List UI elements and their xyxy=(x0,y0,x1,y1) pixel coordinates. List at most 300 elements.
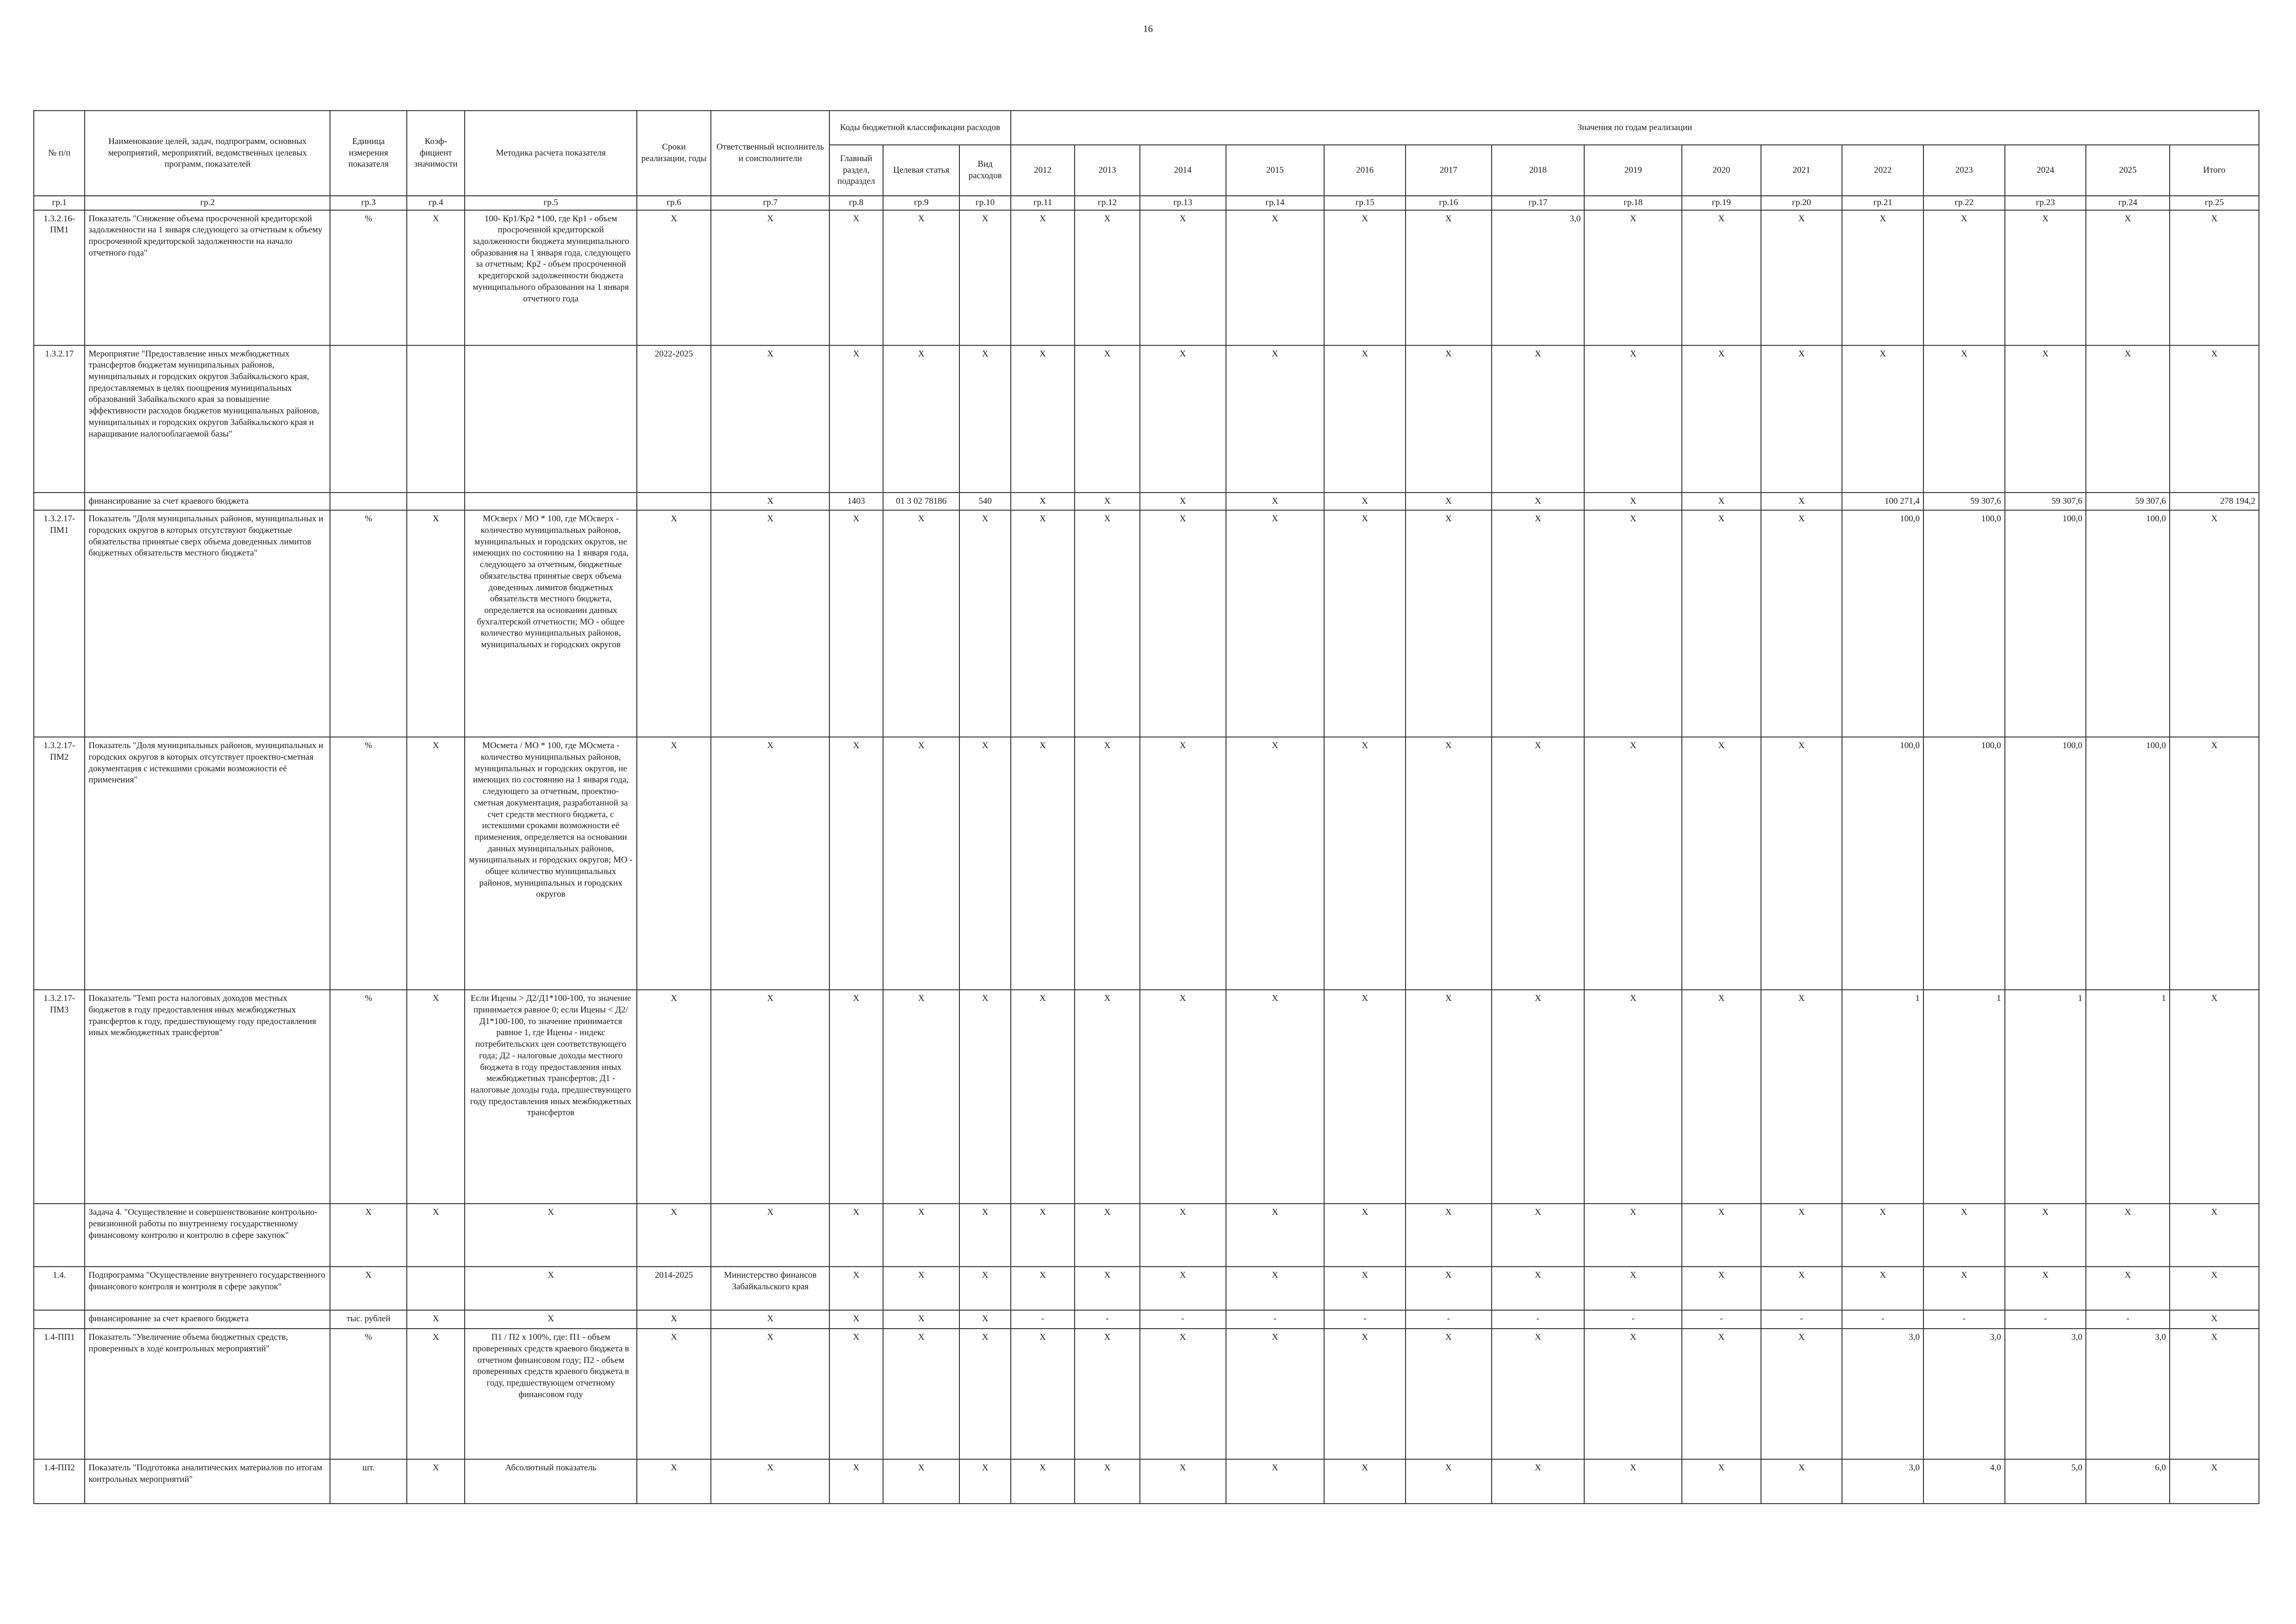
row-year-value: X xyxy=(1075,210,1140,345)
row-name: Показатель "Доля муниципальных районов, муниципальных и городских округов в которых отсутствует проектно-сметная документация с истекшими сроками возможности её применения" xyxy=(85,737,330,990)
row-year-value: X xyxy=(2086,1267,2170,1310)
row-name: Показатель "Темп роста налоговых доходов местных бюджетов в году предоставления иных межбюджетных трансфертов к году, предшествующему году предоставления иных межбюджетных трансфертов" xyxy=(85,990,330,1204)
column-number: гр.24 xyxy=(2086,196,2170,210)
row-year-value: - xyxy=(2005,1310,2086,1329)
row-term: X xyxy=(637,1329,711,1459)
row-year-value: - xyxy=(1682,1310,1761,1329)
column-number: гр.3 xyxy=(330,196,407,210)
row-year-value: - xyxy=(1584,1310,1682,1329)
row-year-value: X xyxy=(1406,1204,1492,1267)
row-year-value: X xyxy=(1761,1204,1842,1267)
row-year-value: X xyxy=(1682,1267,1761,1310)
row-responsible: X xyxy=(711,1310,829,1329)
header-method: Методика расчета показателя xyxy=(465,111,636,196)
row-method: X xyxy=(465,1310,636,1329)
row-year-value: X xyxy=(1682,990,1761,1204)
header-total: Итого xyxy=(2170,145,2259,196)
row-responsible: X xyxy=(711,1204,829,1267)
row-year-value: X xyxy=(1075,1204,1140,1267)
row-year-value: - xyxy=(1011,1310,1075,1329)
row-year-value: X xyxy=(1761,510,1842,737)
column-number: гр.22 xyxy=(1923,196,2005,210)
row-coef: X xyxy=(407,210,465,345)
row-year-value: 100,0 xyxy=(1842,510,1923,737)
row-year-value: 3,0 xyxy=(2086,1329,2170,1459)
row-section: X xyxy=(829,1459,883,1504)
row-year-value: 59 307,6 xyxy=(1923,493,2005,511)
row-year-value: X xyxy=(1075,990,1140,1204)
row-target-article: X xyxy=(883,1329,960,1459)
row-year-value: X xyxy=(1584,990,1682,1204)
column-number: гр.14 xyxy=(1226,196,1325,210)
row-number xyxy=(34,493,85,511)
row-total: X xyxy=(2170,1329,2259,1459)
row-year-value: X xyxy=(1011,210,1075,345)
table-header xyxy=(34,111,2259,210)
row-year-value: X xyxy=(1761,1267,1842,1310)
row-section: 1403 xyxy=(829,493,883,511)
row-year-value: 4,0 xyxy=(1923,1459,2005,1504)
row-year-value: X xyxy=(1492,493,1585,511)
row-year-value: X xyxy=(1584,510,1682,737)
row-target-article: X xyxy=(883,345,960,493)
row-unit: шт. xyxy=(330,1459,407,1504)
row-year-value: - xyxy=(1140,1310,1226,1329)
row-term: X xyxy=(637,990,711,1204)
header-year: 2019 xyxy=(1584,145,1682,196)
row-year-value: X xyxy=(1226,737,1325,990)
column-number: гр.7 xyxy=(711,196,829,210)
row-year-value: - xyxy=(1842,1310,1923,1329)
row-year-value: X xyxy=(1761,737,1842,990)
row-term: 2014-2025 xyxy=(637,1267,711,1310)
table-row xyxy=(34,1204,2259,1267)
row-responsible: X xyxy=(711,737,829,990)
column-number: гр.20 xyxy=(1761,196,1842,210)
row-year-value: X xyxy=(1923,210,2005,345)
row-term xyxy=(637,493,711,511)
row-target-article: X xyxy=(883,1459,960,1504)
row-year-value: X xyxy=(1140,990,1226,1204)
row-year-value: X xyxy=(1324,990,1406,1204)
row-year-value: X xyxy=(1584,1329,1682,1459)
row-year-value: X xyxy=(1140,1204,1226,1267)
row-year-value: X xyxy=(1011,737,1075,990)
row-year-value: X xyxy=(1011,1329,1075,1459)
row-year-value: X xyxy=(1226,493,1325,511)
row-year-value: - xyxy=(1492,1310,1585,1329)
row-year-value: - xyxy=(1923,1310,2005,1329)
row-expense-type: X xyxy=(959,510,1010,737)
row-method: 100- Кр1/Кр2 *100, где Кр1 - объем просроченной кредиторской задолженности бюджета муниципального образования на 1 января года, следующего за отчетным; Кр2 - объем просроченной кредиторской задолженности бюджета муниципального образования на 1 января отчетного года xyxy=(465,210,636,345)
row-year-value: 3,0 xyxy=(1492,210,1585,345)
row-unit: тыс. рублей xyxy=(330,1310,407,1329)
row-unit: % xyxy=(330,990,407,1204)
row-year-value: X xyxy=(1761,990,1842,1204)
row-year-value: X xyxy=(1584,1459,1682,1504)
row-year-value: X xyxy=(1226,1204,1325,1267)
row-section: X xyxy=(829,510,883,737)
row-year-value: - xyxy=(1406,1310,1492,1329)
row-target-article: 01 3 02 78186 xyxy=(883,493,960,511)
row-coef xyxy=(407,345,465,493)
row-method: П1 / П2 х 100%, где: П1 - объем проверенных средств краевого бюджета в отчетном финансовом году; П2 - объем проверенных средств краевого бюджета в году, предшествующем отчетному финансовом году xyxy=(465,1329,636,1459)
row-year-value: X xyxy=(1140,210,1226,345)
header-term: Сроки реализации, годы xyxy=(637,111,711,196)
row-year-value: X xyxy=(1075,510,1140,737)
row-year-value: X xyxy=(1324,510,1406,737)
row-year-value: - xyxy=(1324,1310,1406,1329)
row-year-value: X xyxy=(1761,1329,1842,1459)
row-method: МОсверх / МО * 100, где МОсверх - количество муниципальных районов, муниципальных и городских округов, не имеющих по состоянию на 1 января года, следующего за отчетным, бюджетные обязательства принятые сверх объема доведенных лимитов бюджетных обязательств местного бюджета, определяется на основании данных бухгалтерской отчетности; МО - общее количество муниципальных районов, муниципальных и городских округов xyxy=(465,510,636,737)
row-year-value: X xyxy=(1324,493,1406,511)
row-year-value: - xyxy=(1226,1310,1325,1329)
row-year-value: X xyxy=(2086,345,2170,493)
row-year-value: X xyxy=(1140,1267,1226,1310)
row-year-value: X xyxy=(1682,737,1761,990)
row-section: X xyxy=(829,1267,883,1310)
header-year: 2025 xyxy=(2086,145,2170,196)
row-expense-type: X xyxy=(959,1310,1010,1329)
header-year: 2023 xyxy=(1923,145,2005,196)
indicators-table xyxy=(33,110,2259,1504)
row-name: финансирование за счет краевого бюджета xyxy=(85,1310,330,1329)
row-coef: X xyxy=(407,1310,465,1329)
row-name: Показатель "Снижение объема просроченной кредиторской задолженности на 1 января следующего за отчетным к объему просроченной кредиторской задолженности на начало отчетного года" xyxy=(85,210,330,345)
row-year-value: X xyxy=(1492,1267,1585,1310)
row-total: X xyxy=(2170,1267,2259,1310)
row-year-value: X xyxy=(1682,1204,1761,1267)
row-year-value: X xyxy=(1584,737,1682,990)
row-target-article: X xyxy=(883,737,960,990)
row-year-value: X xyxy=(1842,345,1923,493)
row-total: X xyxy=(2170,1310,2259,1329)
column-number: гр.12 xyxy=(1075,196,1140,210)
row-name: Показатель "Подготовка аналитических материалов по итогам контрольных мероприятий" xyxy=(85,1459,330,1504)
header-year: 2012 xyxy=(1011,145,1075,196)
row-year-value: X xyxy=(2005,1204,2086,1267)
row-year-value: X xyxy=(1682,1459,1761,1504)
row-total: X xyxy=(2170,345,2259,493)
row-year-value: X xyxy=(1226,1267,1325,1310)
row-number: 1.3.2.17-ПМ1 xyxy=(34,510,85,737)
row-section: X xyxy=(829,1310,883,1329)
row-year-value: X xyxy=(1492,1459,1585,1504)
row-year-value: 100,0 xyxy=(1923,510,2005,737)
row-year-value: X xyxy=(1584,1204,1682,1267)
row-year-value: X xyxy=(1075,1459,1140,1504)
row-year-value: 3,0 xyxy=(2005,1329,2086,1459)
row-unit xyxy=(330,345,407,493)
table-row xyxy=(34,345,2259,493)
row-year-value: X xyxy=(2005,345,2086,493)
row-expense-type: X xyxy=(959,210,1010,345)
table-row xyxy=(34,510,2259,737)
column-number: гр.5 xyxy=(465,196,636,210)
row-year-value: X xyxy=(1682,1329,1761,1459)
row-year-value: - xyxy=(2086,1310,2170,1329)
row-section: X xyxy=(829,345,883,493)
row-term: X xyxy=(637,210,711,345)
row-year-value: X xyxy=(1406,1329,1492,1459)
row-year-value: X xyxy=(1761,210,1842,345)
table-row xyxy=(34,1310,2259,1329)
row-year-value: X xyxy=(1406,1459,1492,1504)
row-year-value: - xyxy=(1075,1310,1140,1329)
row-year-value: X xyxy=(1140,510,1226,737)
column-number: гр.15 xyxy=(1324,196,1406,210)
row-year-value: X xyxy=(1011,990,1075,1204)
row-year-value: X xyxy=(2086,1204,2170,1267)
row-year-value: X xyxy=(1682,345,1761,493)
row-term: X xyxy=(637,510,711,737)
row-year-value: X xyxy=(1761,345,1842,493)
row-year-value: X xyxy=(1140,493,1226,511)
row-unit: % xyxy=(330,737,407,990)
row-year-value: 100,0 xyxy=(2086,510,2170,737)
row-section: X xyxy=(829,210,883,345)
column-number: гр.2 xyxy=(85,196,330,210)
row-unit: % xyxy=(330,1329,407,1459)
row-year-value: X xyxy=(1324,1459,1406,1504)
row-method: X xyxy=(465,1267,636,1310)
row-responsible: X xyxy=(711,493,829,511)
row-year-value: X xyxy=(1140,345,1226,493)
row-year-value: X xyxy=(1492,1204,1585,1267)
header-num: № п/п xyxy=(34,111,85,196)
row-year-value: X xyxy=(1226,510,1325,737)
header-year: 2024 xyxy=(2005,145,2086,196)
column-number: гр.21 xyxy=(1842,196,1923,210)
row-year-value: X xyxy=(1011,345,1075,493)
row-term: X xyxy=(637,1204,711,1267)
header-year: 2022 xyxy=(1842,145,1923,196)
row-year-value: 3,0 xyxy=(1842,1329,1923,1459)
row-name: Показатель "Увеличение объема бюджетных средств, проверенных в ходе контрольных мероприятий" xyxy=(85,1329,330,1459)
row-section: X xyxy=(829,737,883,990)
row-number xyxy=(34,1310,85,1329)
row-year-value: X xyxy=(1761,1459,1842,1504)
header-year: 2013 xyxy=(1075,145,1140,196)
row-year-value: X xyxy=(1140,737,1226,990)
row-year-value: 1 xyxy=(1923,990,2005,1204)
row-number: 1.4-ПП1 xyxy=(34,1329,85,1459)
row-coef xyxy=(407,493,465,511)
row-year-value: X xyxy=(1492,737,1585,990)
row-year-value: 1 xyxy=(2086,990,2170,1204)
row-method xyxy=(465,345,636,493)
table-row xyxy=(34,737,2259,990)
column-number: гр.4 xyxy=(407,196,465,210)
column-number: гр.10 xyxy=(959,196,1010,210)
row-year-value: X xyxy=(1011,1459,1075,1504)
row-year-value: X xyxy=(1075,737,1140,990)
row-year-value: X xyxy=(1761,493,1842,511)
header-name: Наименование целей, задач, подпрограмм, основных мероприятий, мероприятий, ведомственных целевых программ, показателей xyxy=(85,111,330,196)
row-number: 1.3.2.17-ПМ2 xyxy=(34,737,85,990)
header-target-article: Целевая статья xyxy=(883,145,960,196)
row-unit: X xyxy=(330,1267,407,1310)
row-expense-type: X xyxy=(959,737,1010,990)
row-responsible: X xyxy=(711,990,829,1204)
column-number: гр.8 xyxy=(829,196,883,210)
row-method: Абсолютный показатель xyxy=(465,1459,636,1504)
row-year-value: X xyxy=(1492,510,1585,737)
row-year-value: X xyxy=(1011,1204,1075,1267)
row-term: X xyxy=(637,737,711,990)
row-term: 2022-2025 xyxy=(637,345,711,493)
row-year-value: X xyxy=(1492,1329,1585,1459)
row-year-value: X xyxy=(1682,210,1761,345)
row-year-value: X xyxy=(1406,1267,1492,1310)
row-unit: % xyxy=(330,510,407,737)
row-coef: X xyxy=(407,990,465,1204)
column-number: гр.19 xyxy=(1682,196,1761,210)
column-number-row xyxy=(34,196,2259,210)
header-unit: Единица измерения показателя xyxy=(330,111,407,196)
header-year: 2021 xyxy=(1761,145,1842,196)
row-coef: X xyxy=(407,1204,465,1267)
header-section: Главный раздел, подраздел xyxy=(829,145,883,196)
row-expense-type: 540 xyxy=(959,493,1010,511)
column-number: гр.6 xyxy=(637,196,711,210)
row-year-value: X xyxy=(2086,210,2170,345)
row-total: X xyxy=(2170,1204,2259,1267)
header-responsible: Ответственный исполнитель и соисполнители xyxy=(711,111,829,196)
column-number: гр.11 xyxy=(1011,196,1075,210)
row-year-value: X xyxy=(1842,1204,1923,1267)
row-year-value: X xyxy=(1140,1329,1226,1459)
row-section: X xyxy=(829,990,883,1204)
row-total: X xyxy=(2170,1459,2259,1504)
row-expense-type: X xyxy=(959,1329,1010,1459)
header-year: 2018 xyxy=(1492,145,1585,196)
table-body xyxy=(34,210,2259,1504)
row-year-value: X xyxy=(1324,1204,1406,1267)
row-responsible: X xyxy=(711,510,829,737)
row-year-value: 59 307,6 xyxy=(2005,493,2086,511)
column-number: гр.16 xyxy=(1406,196,1492,210)
row-section: X xyxy=(829,1329,883,1459)
row-year-value: X xyxy=(1406,345,1492,493)
row-target-article: X xyxy=(883,1267,960,1310)
row-year-value: X xyxy=(1923,1204,2005,1267)
column-number: гр.17 xyxy=(1492,196,1585,210)
table-row xyxy=(34,493,2259,511)
row-expense-type: X xyxy=(959,990,1010,1204)
row-coef: X xyxy=(407,510,465,737)
row-target-article: X xyxy=(883,1204,960,1267)
row-year-value: X xyxy=(1923,1267,2005,1310)
row-year-value: X xyxy=(1324,345,1406,493)
column-number: гр.18 xyxy=(1584,196,1682,210)
row-total: X xyxy=(2170,990,2259,1204)
column-number: гр.9 xyxy=(883,196,960,210)
row-target-article: X xyxy=(883,990,960,1204)
header-year: 2015 xyxy=(1226,145,1325,196)
row-total: X xyxy=(2170,510,2259,737)
header-expense-type: Вид расходов xyxy=(959,145,1010,196)
row-number xyxy=(34,1204,85,1267)
row-unit: X xyxy=(330,1204,407,1267)
row-year-value: 3,0 xyxy=(1842,1459,1923,1504)
row-year-value: X xyxy=(1324,210,1406,345)
row-coef: X xyxy=(407,1329,465,1459)
row-year-value: 100,0 xyxy=(2086,737,2170,990)
row-year-value: X xyxy=(1923,345,2005,493)
column-number: гр.13 xyxy=(1140,196,1226,210)
row-year-value: X xyxy=(1682,510,1761,737)
row-method xyxy=(465,493,636,511)
row-year-value: X xyxy=(1226,210,1325,345)
row-coef xyxy=(407,1267,465,1310)
row-year-value: X xyxy=(1075,1329,1140,1459)
row-expense-type: X xyxy=(959,1204,1010,1267)
header-year-values: Значения по годам реализации xyxy=(1011,111,2259,145)
row-name: Показатель "Доля муниципальных районов, муниципальных и городских округов в которых отсутствуют бюджетные обязательства принятые сверх объема доведенных лимитов бюджетных обязательств местного бюджета" xyxy=(85,510,330,737)
row-year-value: 1 xyxy=(2005,990,2086,1204)
row-year-value: X xyxy=(1140,1459,1226,1504)
row-method: Если Ицены > Д2/Д1*100-100, то значение принимается равное 0; если Ицены < Д2/Д1*100-100, то значение принимается равное 1, где Ицены - индекс потребительских цен соответствующего года; Д2 - налоговые доходы местного бюджета в году предоставления иных межбюджетных трансфертов; Д1 - налоговые доходы года, предшествующего году предоставления иных межбюджетных трансфертов xyxy=(465,990,636,1204)
row-unit: % xyxy=(330,210,407,345)
row-year-value: X xyxy=(1406,210,1492,345)
row-year-value: 100 271,4 xyxy=(1842,493,1923,511)
row-year-value: 5,0 xyxy=(2005,1459,2086,1504)
row-year-value: X xyxy=(1682,493,1761,511)
row-year-value: X xyxy=(1406,493,1492,511)
row-total: X xyxy=(2170,210,2259,345)
row-responsible: X xyxy=(711,1459,829,1504)
row-name: Мероприятие "Предоставление иных межбюджетных трансфертов бюджетам муниципальных районов, муниципальных и городских округов Забайкальского края, предоставляемых в целях поощрения муниципальных образований Забайкальского края за повышение эффективности расходов бюджетов муниципальных районов, муниципальных и городских округов Забайкальского края и наращивание налогооблагаемой базы" xyxy=(85,345,330,493)
row-year-value: X xyxy=(1584,493,1682,511)
row-year-value: X xyxy=(1226,1329,1325,1459)
row-responsible: X xyxy=(711,345,829,493)
column-number: гр.25 xyxy=(2170,196,2259,210)
header-coef: Коэф-фициент значимости xyxy=(407,111,465,196)
page-number: 16 xyxy=(1143,23,1153,34)
row-method: X xyxy=(465,1204,636,1267)
row-term: X xyxy=(637,1310,711,1329)
row-name: Подпрограмма "Осуществление внутреннего государственного финансового контроля и контроля в сфере закупок" xyxy=(85,1267,330,1310)
column-number: гр.23 xyxy=(2005,196,2086,210)
row-method: МОсмета / МО * 100, где МОсмета - количество муниципальных районов, муниципальных и городских округов, не имеющих по состоянию на 1 января года, следующего за отчетным, проектно-сметная документация, разработанной за счет средств местного бюджета, с истекшими сроками возможности её применения, определяется на основании данных муниципальных районов, муниципальных и городских округов; МО - общее количество муниципальных районов, муниципальных и городских округов xyxy=(465,737,636,990)
header-year: 2017 xyxy=(1406,145,1492,196)
row-year-value: X xyxy=(1226,1459,1325,1504)
row-number: 1.3.2.17 xyxy=(34,345,85,493)
row-year-value: X xyxy=(1492,990,1585,1204)
row-expense-type: X xyxy=(959,1459,1010,1504)
row-year-value: X xyxy=(1011,1267,1075,1310)
row-responsible: X xyxy=(711,1329,829,1459)
row-year-value: X xyxy=(1584,345,1682,493)
row-responsible: X xyxy=(711,210,829,345)
row-year-value: 100,0 xyxy=(2005,510,2086,737)
row-year-value: X xyxy=(1842,210,1923,345)
header-budget-codes: Коды бюджетной классификации расходов xyxy=(829,111,1010,145)
row-year-value: X xyxy=(1011,493,1075,511)
row-expense-type: X xyxy=(959,1267,1010,1310)
row-responsible: Министерство финансов Забайкальского края xyxy=(711,1267,829,1310)
row-year-value: 6,0 xyxy=(2086,1459,2170,1504)
row-name: Задача 4. "Осуществление и совершенствование контрольно-ревизионной работы по внутреннему государственному финансовому контролю и контролю в сфере закупок" xyxy=(85,1204,330,1267)
column-number: гр.1 xyxy=(34,196,85,210)
row-year-value: X xyxy=(1075,345,1140,493)
row-section: X xyxy=(829,1204,883,1267)
row-year-value: X xyxy=(1492,345,1585,493)
row-year-value: X xyxy=(1324,1267,1406,1310)
table-row xyxy=(34,990,2259,1204)
row-year-value: X xyxy=(1406,510,1492,737)
